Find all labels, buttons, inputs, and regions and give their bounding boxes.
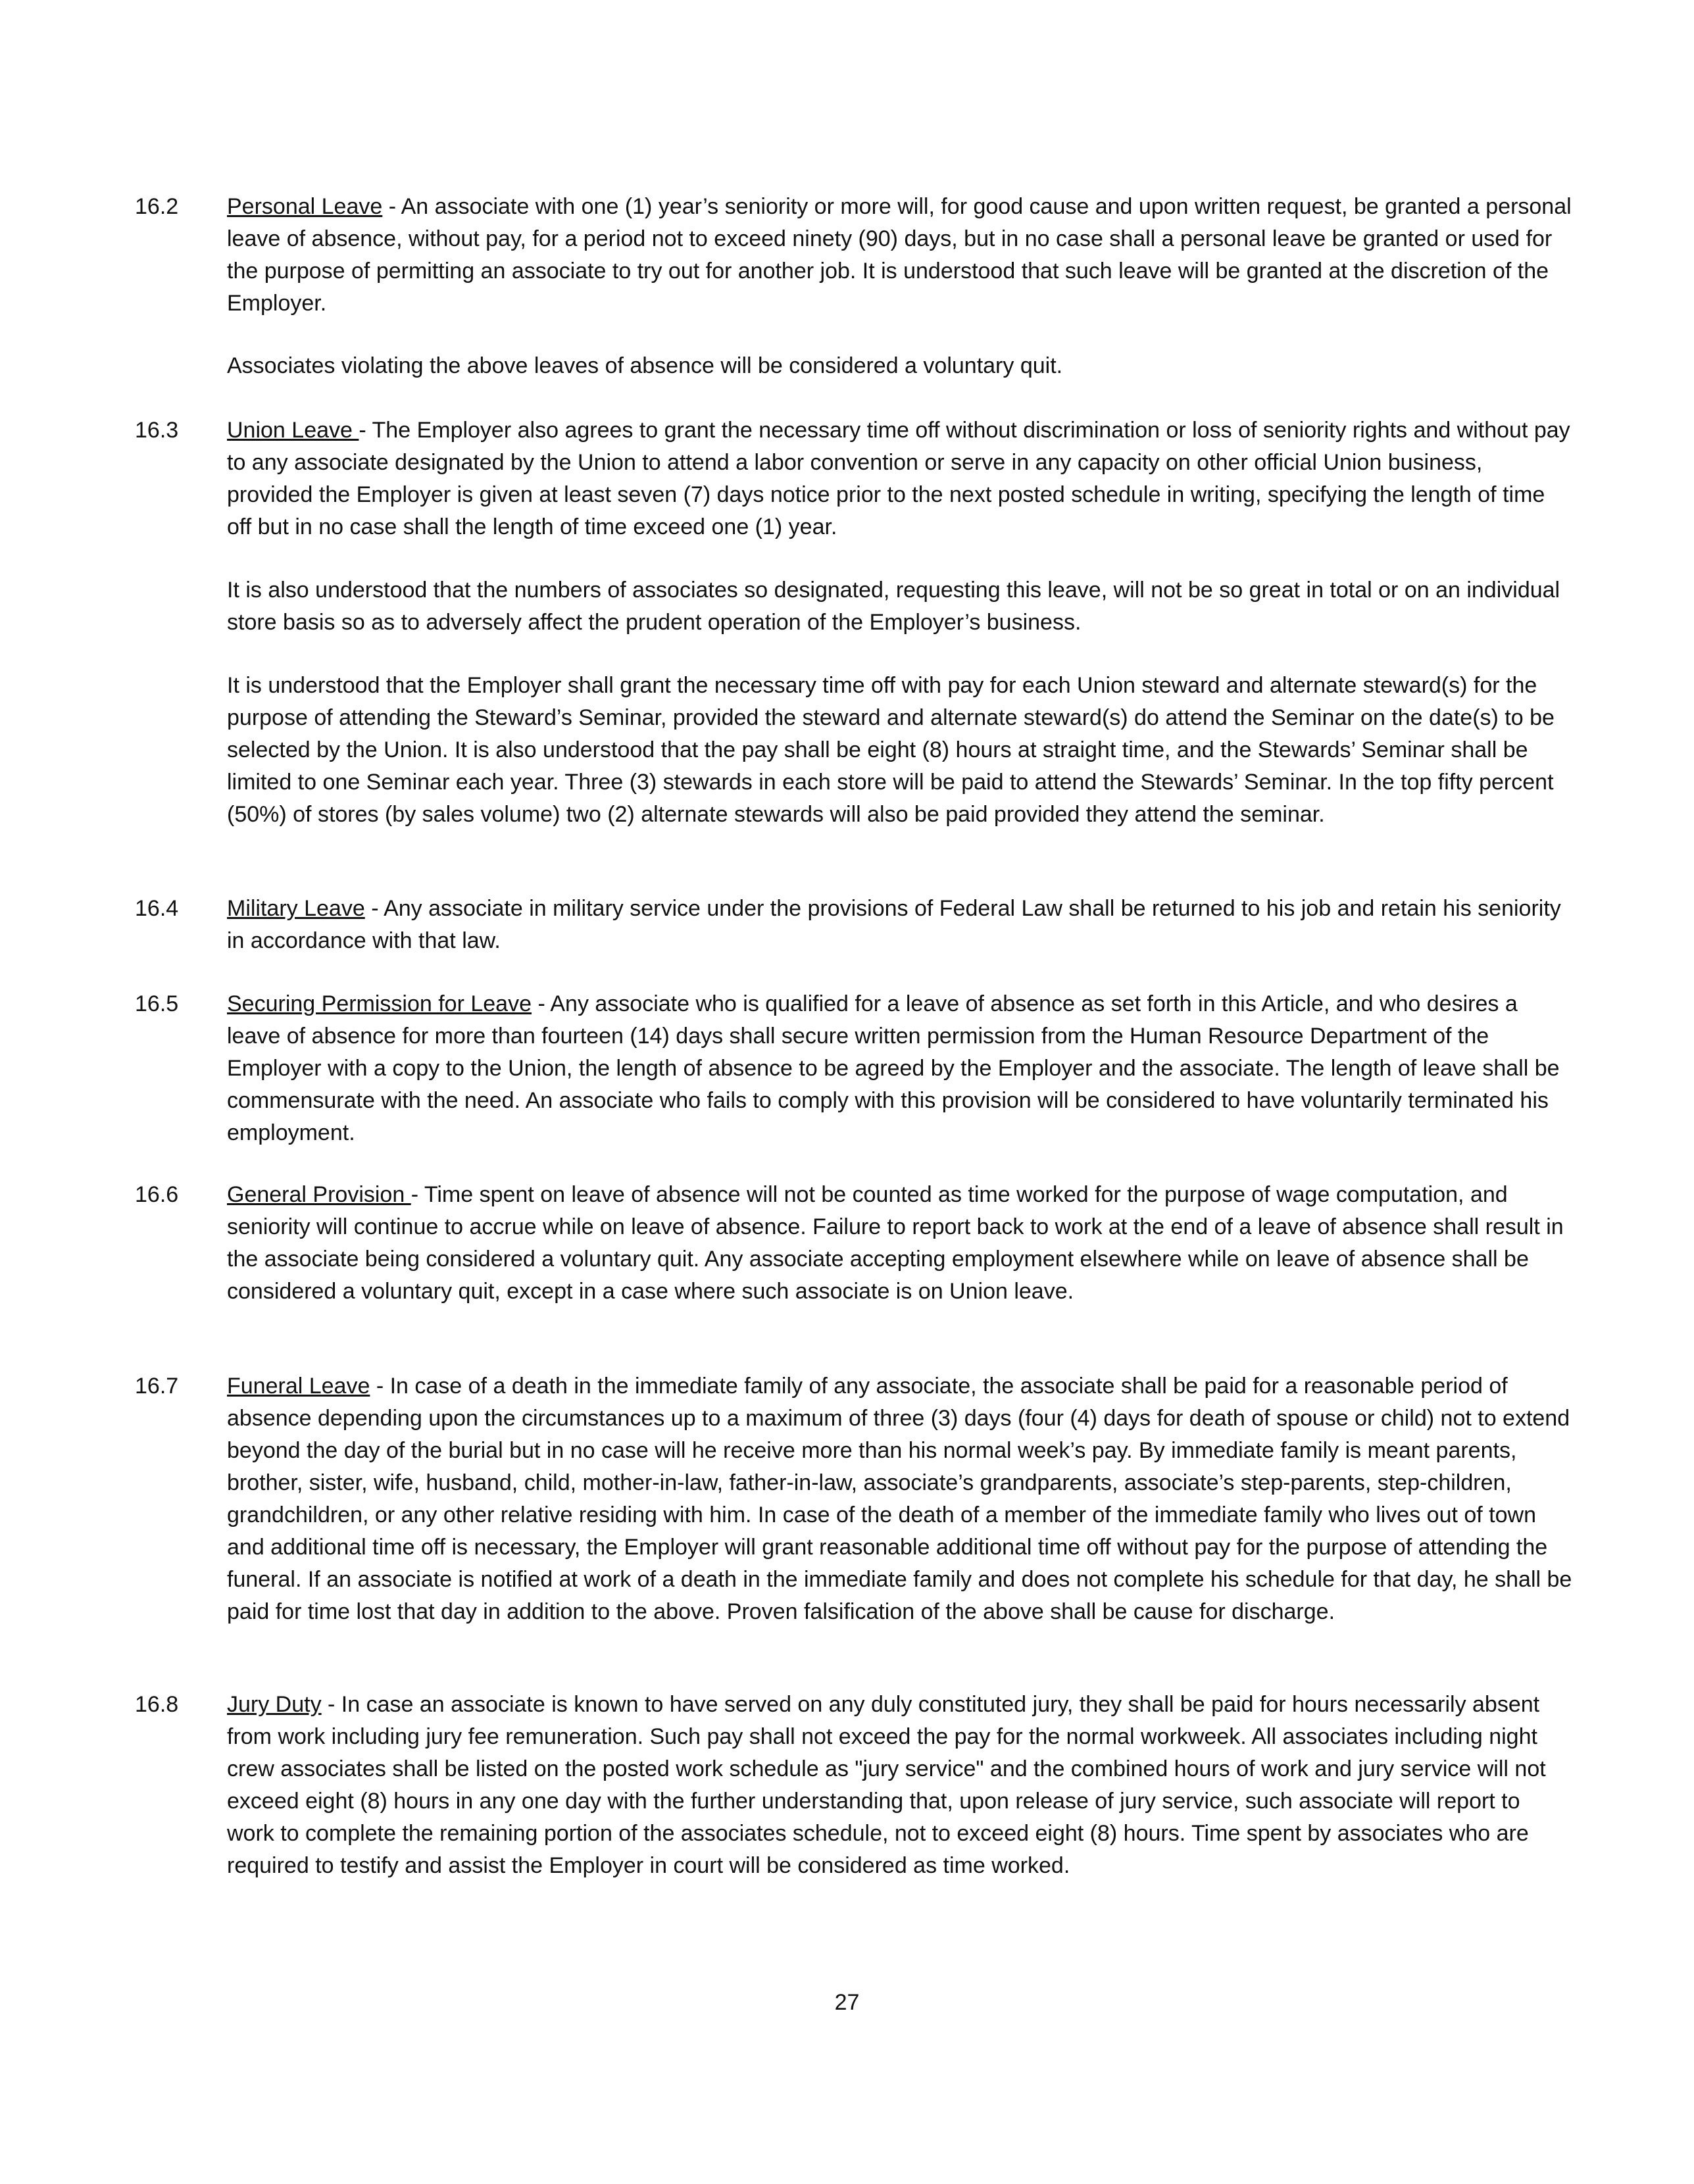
section-body bbox=[227, 1370, 1572, 1628]
section-text: - Any associate in military service under the provisions of Federal Law shall be returned to his job and retain his seniority in accordance with that law. bbox=[227, 896, 1561, 953]
section-number: 16.8 bbox=[135, 1692, 179, 1717]
section-title: Union Leave bbox=[227, 418, 359, 443]
section-title: Jury Duty bbox=[227, 1692, 322, 1717]
section-title: General Provision bbox=[227, 1182, 411, 1207]
section-number: 16.6 bbox=[135, 1182, 179, 1207]
section-text: - An associate with one (1) year’s seniority or more will, for good cause and upon written request, be granted a personal leave of absence, without pay, for a period not to exceed ninety (90) days, but in no case shall a personal leave be granted or used for the purpose of permitting an associate to try out for another job. It is understood that such leave will be granted at the discretion of the Employer. bbox=[227, 194, 1572, 316]
section-text: - In case of a death in the immediate family of any associate, the associate shall be paid for a reasonable period of absence depending upon the circumstances up to a maximum of three (3) days (four (4) days for death of spouse or child) not to extend beyond the day of the burial but in no case will he receive more than his normal week’s pay. By immediate family is meant parents, brother, sister, wife, husband, child, mother-in-law, father-in-law, associate’s grandparents, associate’s step-parents, step-children, grandchildren, or any other relative residing with him. In case of the death of a member of the immediate family who lives out of town and additional time off is necessary, the Employer will grant reasonable additional time off without pay for the purpose of attending the funeral. If an associate is notified at work of a death in the immediate family and does not complete his schedule for that day, he shall be paid for time lost that day in addition to the above. Proven falsification of the above shall be cause for discharge. bbox=[227, 1374, 1572, 1624]
section-body bbox=[227, 191, 1572, 320]
section-number: 16.3 bbox=[135, 418, 179, 443]
section-body bbox=[227, 1689, 1572, 1882]
section-title: Funeral Leave bbox=[227, 1374, 370, 1399]
page-number: 27 bbox=[834, 1990, 860, 2015]
section-number: 16.7 bbox=[135, 1374, 179, 1399]
section-text: - In case an associate is known to have served on any duly constituted jury, they shall be paid for hours necessarily absent from work including jury fee remuneration. Such pay shall not exceed the pay for the normal workweek. All associates including night crew associates shall be listed on the posted work schedule as "jury service" and the combined hours of work and jury service will not exceed eight (8) hours in any one day with the further understanding that, upon release of jury service, such associate will report to work to complete the remaining portion of the associates schedule, not to exceed eight (8) hours. Time spent by associates who are required to testify and assist the Employer in court will be considered as time worked. bbox=[227, 1692, 1546, 1878]
section-body bbox=[227, 893, 1572, 957]
section-text: - Any associate who is qualified for a leave of absence as set forth in this Article, and who desires a leave of absence for more than fourteen (14) days shall secure written permission from the Human Resource Department of the Employer with a copy to the Union, the length of absence to be agreed by the Employer and the associate. The length of leave shall be commensurate with the need. An associate who fails to comply with this provision will be considered to have voluntarily terminated his employment. bbox=[227, 991, 1560, 1145]
section-title: Military Leave bbox=[227, 896, 365, 921]
section-16-3-paragraph-3: It is understood that the Employer shall grant the necessary time off with pay for each Union steward and alternate steward(s) for the purpose of attending the Steward’s Seminar, provided the steward and alternate steward(s) do attend the Seminar on the date(s) to be selected by the Union. It is also understood that the pay shall be eight (8) hours at straight time, and the Stewards’ Seminar shall be limited to one Seminar each year. Three (3) stewards in each store will be paid to attend the Stewards’ Seminar. In the top fifty percent (50%) of stores (by sales volume) two (2) alternate stewards will also be paid provided they attend the seminar. bbox=[227, 673, 1555, 827]
section-number: 16.5 bbox=[135, 991, 179, 1016]
section-title: Personal Leave bbox=[227, 194, 383, 219]
section-16-2-note: Associates violating the above leaves of absence will be considered a voluntary quit. bbox=[227, 353, 1063, 378]
section-body bbox=[227, 1179, 1572, 1308]
section-number: 16.4 bbox=[135, 896, 179, 921]
section-body bbox=[227, 988, 1572, 1149]
section-text: - Time spent on leave of absence will not be counted as time worked for the purpose of wage computation, and seniority will continue to accrue while on leave of absence. Failure to report back to work at the end of a leave of absence shall result in the associate being considered a voluntary quit. Any associate accepting employment elsewhere while on leave of absence shall be considered a voluntary quit, except in a case where such associate is on Union leave. bbox=[227, 1182, 1564, 1304]
section-text: - The Employer also agrees to grant the necessary time off without discrimination or loss of seniority rights and without pay to any associate designated by the Union to attend a labor convention or serve in any capacity on other official Union business, provided the Employer is given at least seven (7) days notice prior to the next posted schedule in writing, specifying the length of time off but in no case shall the length of time exceed one (1) year. bbox=[227, 418, 1570, 539]
section-16-3-paragraph-2: It is also understood that the numbers of associates so designated, requesting this leave, will not be so great in total or on an individual store basis so as to adversely affect the prudent operation of the Employer’s business. bbox=[227, 578, 1560, 635]
section-body bbox=[227, 414, 1572, 543]
section-title: Securing Permission for Leave bbox=[227, 991, 532, 1016]
section-number: 16.2 bbox=[135, 194, 179, 219]
